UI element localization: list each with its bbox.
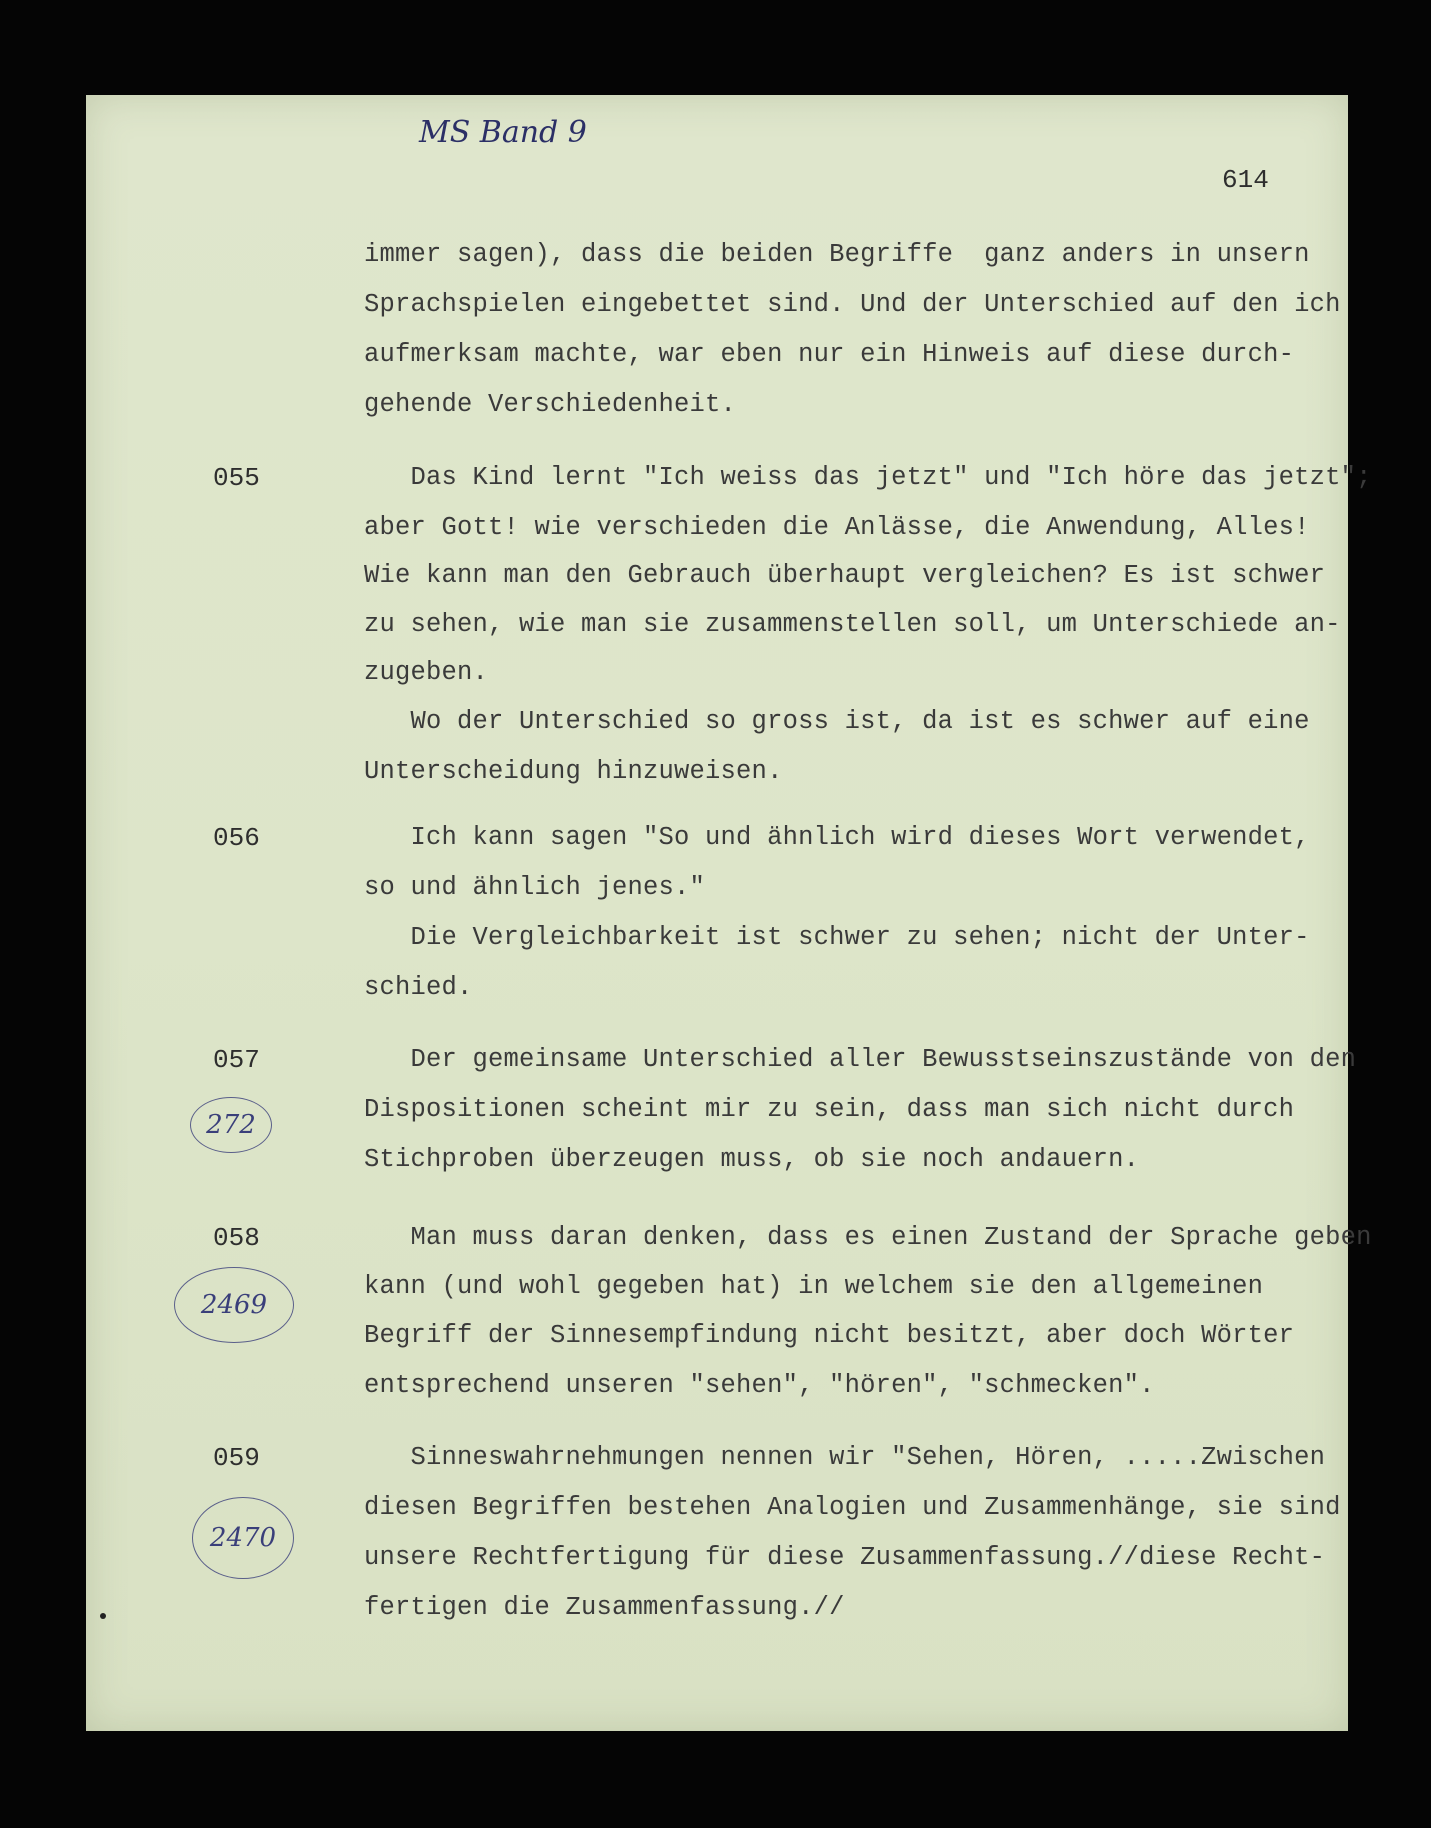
remark-number-058: 058 bbox=[213, 1223, 260, 1253]
text-line-14: Die Vergleichbarkeit ist schwer zu sehen; nicht der Unter- bbox=[364, 923, 1310, 952]
remark-number-055: 055 bbox=[213, 463, 260, 493]
text-line-21: Begriff der Sinnesempfindung nicht besitzt, aber doch Wörter bbox=[364, 1321, 1295, 1350]
page-number: 614 bbox=[1222, 165, 1269, 195]
text-line-8: zu sehen, wie man sie zusammenstellen soll, um Unterschiede an- bbox=[364, 610, 1341, 639]
text-line-4: gehende Verschiedenheit. bbox=[364, 390, 737, 419]
text-line-16: Der gemeinsame Unterschied aller Bewusstseinszustände von den bbox=[364, 1045, 1357, 1074]
text-line-6: aber Gott! wie verschieden die Anlässe, die Anwendung, Alles! bbox=[364, 513, 1310, 542]
text-line-17: Dispositionen scheint mir zu sein, dass man sich nicht durch bbox=[364, 1095, 1295, 1124]
remark-number-057: 057 bbox=[213, 1045, 260, 1075]
text-line-23: Sinneswahrnehmungen nennen wir "Sehen, Hören, .....Zwischen bbox=[364, 1443, 1326, 1472]
handwritten-ms-note: MS Band 9 bbox=[419, 115, 587, 150]
ink-dot bbox=[100, 1613, 106, 1619]
text-line-2: Sprachspielen eingebettet sind. Und der Unterschied auf den ich bbox=[364, 290, 1341, 319]
text-line-15: schied. bbox=[364, 973, 473, 1002]
remark-number-059: 059 bbox=[213, 1443, 260, 1473]
text-line-12: Ich kann sagen "So und ähnlich wird dieses Wort verwendet, bbox=[364, 823, 1310, 852]
text-line-7: Wie kann man den Gebrauch überhaupt vergleichen? Es ist schwer bbox=[364, 561, 1326, 590]
text-line-26: fertigen die Zusammenfassung.// bbox=[364, 1593, 845, 1622]
circled-annotation-272: 272 bbox=[190, 1097, 272, 1153]
circled-annotation-2470: 2470 bbox=[192, 1497, 294, 1579]
text-line-11: Unterscheidung hinzuweisen. bbox=[364, 757, 783, 786]
text-line-9: zugeben. bbox=[364, 658, 489, 687]
text-line-24: diesen Begriffen bestehen Analogien und Zusammenhänge, sie sind bbox=[364, 1493, 1341, 1522]
typescript-page bbox=[86, 95, 1372, 1731]
text-line-19: Man muss daran denken, dass es einen Zustand der Sprache geben bbox=[364, 1223, 1372, 1252]
text-line-3: aufmerksam machte, war eben nur ein Hinweis auf diese durch- bbox=[364, 340, 1295, 369]
circled-annotation-2469: 2469 bbox=[174, 1267, 294, 1343]
text-line-20: kann (und wohl gegeben hat) in welchem sie den allgemeinen bbox=[364, 1272, 1264, 1301]
text-line-10: Wo der Unterschied so gross ist, da ist es schwer auf eine bbox=[364, 707, 1310, 736]
remark-number-056: 056 bbox=[213, 823, 260, 853]
text-line-25: unsere Rechtfertigung für diese Zusammenfassung.//diese Recht- bbox=[364, 1543, 1326, 1572]
text-line-13: so und ähnlich jenes." bbox=[364, 873, 706, 902]
text-line-22: entsprechend unseren "sehen", "hören", "schmecken". bbox=[364, 1371, 1155, 1400]
text-line-18: Stichproben überzeugen muss, ob sie noch andauern. bbox=[364, 1145, 1140, 1174]
text-line-1: immer sagen), dass die beiden Begriffe ganz anders in unsern bbox=[364, 240, 1310, 269]
text-line-5: Das Kind lernt "Ich weiss das jetzt" und "Ich höre das jetzt"; bbox=[364, 463, 1372, 492]
